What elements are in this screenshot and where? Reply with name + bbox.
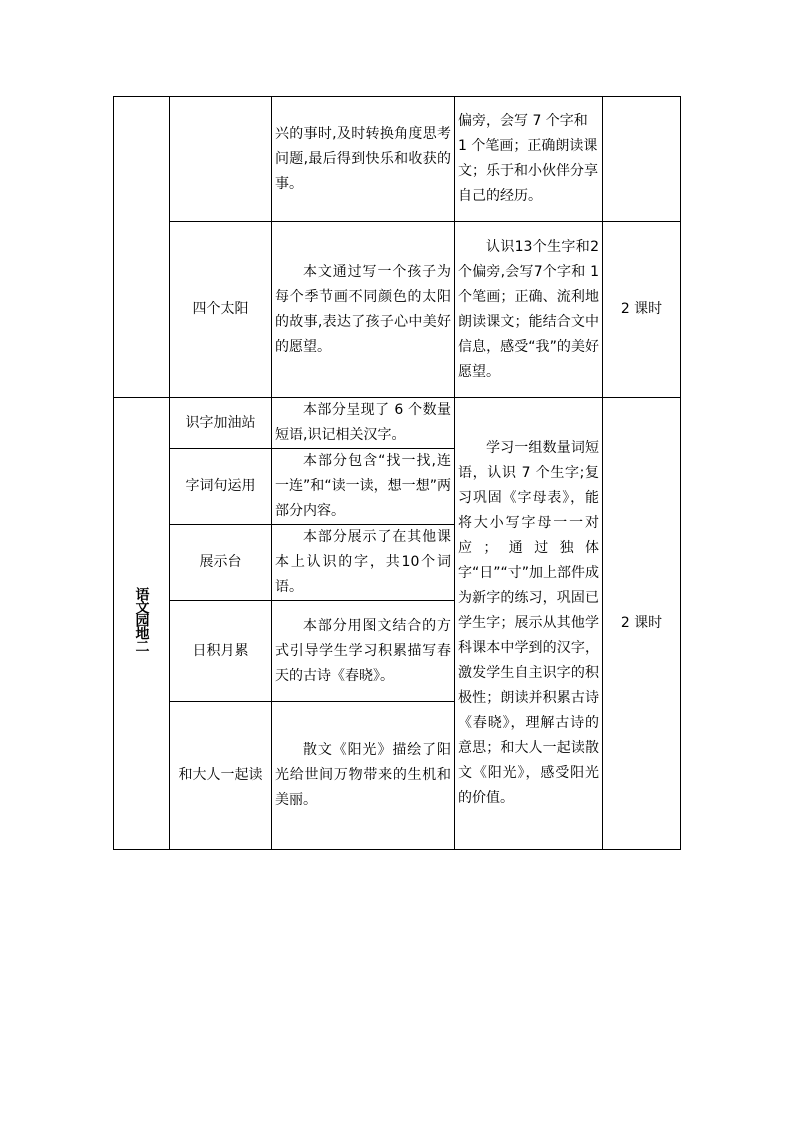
content-cell: 本文通过写一个孩子为每个季节画不同颜色的太阳的故事,表达了孩子心中美好的愿望。 [272,222,455,398]
content-cell: 本部分呈现了 6 个数量短语,识记相关汉字。 [272,398,455,449]
hours-cell: 2 课时 [603,222,681,398]
unit-cell [114,398,170,850]
goal-cell: 偏旁，会写 7 个字和 1 个笔画；正确朗读课文；乐于和小伙伴分享自己的经历。 [455,97,603,222]
unit-cell [114,97,170,398]
table-row [114,97,681,222]
content-cell: 本部分用图文结合的方式引导学生学习积累描写春天的古诗《春晓》。 [272,601,455,702]
hours-cell: 2 课时 [603,398,681,850]
lesson-cell [170,97,272,222]
lesson-name-cell: 字词句运用 [170,449,272,525]
content-cell: 兴的事时,及时转换角度思考问题,最后得到快乐和收获的事。 [272,97,455,222]
goal-cell: 学习一组数量词短语，认识 7 个生字;复习巩固《字母表》，能将大小写字母一一对应；通过独体字“日”“寸”加上部件成为新字的练习，巩固已学生字；展示从其他学科课本中学到的汉字，激发学生自主识字的积极性；朗读并积累古诗《春晓》，理解古诗的意思；和大人一起读散文《阳光》，感受阳光的价值。 [455,398,603,850]
table-row [114,398,681,449]
lesson-name-cell: 识字加油站 [170,398,272,449]
lesson-plan-table [113,96,681,850]
table-row [114,222,681,398]
content-cell: 散文《阳光》描绘了阳光给世间万物带来的生机和美丽。 [272,702,455,850]
content-cell: 本部分包含“找一找,连一连”和“读一读，想一想”两部分内容。 [272,449,455,525]
lesson-name-cell: 四个太阳 [170,222,272,398]
lesson-name-cell: 日积月累 [170,601,272,702]
unit-title: 语文园地二 [133,586,150,652]
hours-cell [603,97,681,222]
lesson-name-cell: 和大人一起读 [170,702,272,850]
content-cell: 本部分展示了在其他课本上认识的字，共10个词语。 [272,525,455,601]
goal-cell: 认识13个生字和2个偏旁,会写7个字和 1 个笔画；正确、流利地朗读课文；能结合文中信息，感受“我”的美好愿望。 [455,222,603,398]
lesson-name-cell: 展示台 [170,525,272,601]
